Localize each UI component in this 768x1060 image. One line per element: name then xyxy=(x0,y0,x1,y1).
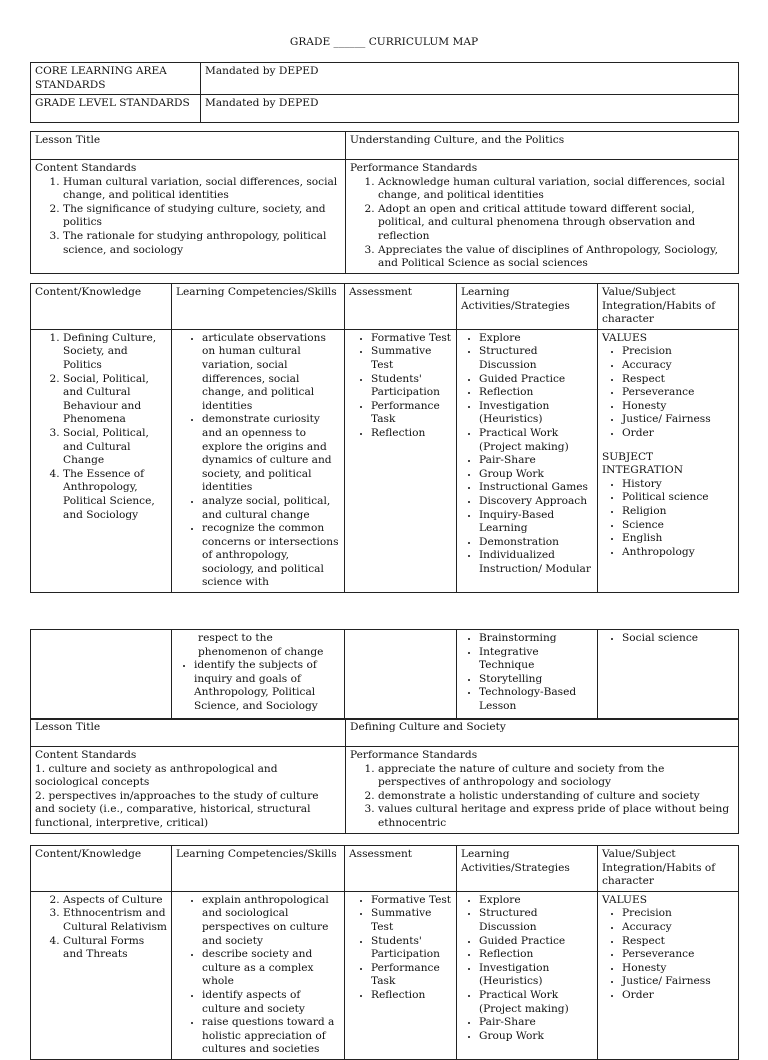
content-standard-item: 1. Human cultural variation, social differences, social change, and political identities xyxy=(63,176,341,203)
activity-item: • Demonstration xyxy=(479,536,593,550)
competency-item: • demonstrate curiosity and an openness to explore the origins and dynamics of culture and society, and political identities xyxy=(202,413,340,495)
assessment-item: • Performance Task xyxy=(371,962,452,989)
value-item: • Order xyxy=(622,989,734,1003)
activity-item: • Discovery Approach xyxy=(479,495,593,509)
competency-item: • articulate observations on human cultural variation, social differences, social change, and political identities xyxy=(202,332,340,414)
integration-item: • Science xyxy=(622,519,734,533)
value-item: • Order xyxy=(622,427,734,441)
competency-item: • analyze social, political, and cultural change xyxy=(202,495,340,522)
value-item: • Precision xyxy=(622,907,734,921)
document-title: GRADE ______ CURRICULUM MAP xyxy=(289,36,479,48)
assessment-list xyxy=(349,894,452,1003)
competency-grid-2 xyxy=(30,845,739,1060)
content-standards-cell xyxy=(31,160,346,274)
content-item: 2. Social, Political, and Cultural Behaviour and Phenomena xyxy=(63,373,167,427)
performance-standards-label: Performance Standards xyxy=(350,162,478,174)
col-header-assessment: Assessment xyxy=(345,284,457,330)
content-item: 2. Aspects of Culture xyxy=(63,894,167,908)
value-item: • Justice/ Fairness xyxy=(622,975,734,989)
competency-grid-1 xyxy=(30,283,739,593)
performance-standard-item: 2. demonstrate a holistic understanding of culture and society xyxy=(378,790,734,804)
integration-item: • Social science xyxy=(622,632,734,646)
value-item: • Accuracy xyxy=(622,921,734,935)
col-header-content: Content/Knowledge xyxy=(31,284,172,330)
activity-item: • Investigation (Heuristics) xyxy=(479,962,593,989)
activity-item: • Integrative Technique xyxy=(479,646,593,673)
content-list xyxy=(35,332,167,522)
lesson-title-label: Lesson Title xyxy=(31,132,346,160)
value-item: • Justice/ Fairness xyxy=(622,413,734,427)
competencies-list xyxy=(194,659,340,713)
grade-standards-value: Mandated by DEPED xyxy=(201,95,739,123)
content-standard-item: 2. The significance of studying culture, society, and politics xyxy=(63,203,341,230)
value-item: • Perseverance xyxy=(622,386,734,400)
activity-item: • Group Work xyxy=(479,468,593,482)
col-header-values: Value/Subject Integration/Habits of character xyxy=(598,284,739,330)
activity-item: • Structured Discussion xyxy=(479,907,593,934)
content-item: 1. Defining Culture, Society, and Politics xyxy=(63,332,167,373)
competencies-list xyxy=(176,332,340,590)
value-item: • Honesty xyxy=(622,962,734,976)
value-item: • Accuracy xyxy=(622,359,734,373)
performance-standards-cell xyxy=(346,160,739,274)
content-standards-cell xyxy=(31,747,346,834)
activity-item: • Reflection xyxy=(479,386,593,400)
content-standard-item: 3. The rationale for studying anthropology, political science, and sociology xyxy=(63,230,341,257)
core-standards-value: Mandated by DEPED xyxy=(201,63,739,95)
value-item: • Respect xyxy=(622,935,734,949)
values-heading: VALUES xyxy=(602,331,647,344)
activities-list xyxy=(461,632,593,714)
assessment-item: • Students' Participation xyxy=(371,935,452,962)
activity-item: • Storytelling xyxy=(479,673,593,687)
value-item: • Precision xyxy=(622,345,734,359)
values-list xyxy=(602,907,734,1002)
core-standards-label: CORE LEARNING AREA STANDARDS xyxy=(31,63,201,95)
performance-standards-cell xyxy=(346,747,739,834)
performance-standard-item: 1. appreciate the nature of culture and society from the perspectives of anthropology and sociology xyxy=(378,763,734,790)
performance-standards-label: Performance Standards xyxy=(350,749,478,761)
competency-item: • raise questions toward a holistic appreciation of cultures and societies xyxy=(202,1016,340,1057)
integration-item: • English xyxy=(622,532,734,546)
col-header-activities: Learning Activities/Strategies xyxy=(457,284,598,330)
continuation-table xyxy=(30,629,739,720)
assessment-item: • Formative Test xyxy=(371,894,452,908)
lesson1-table xyxy=(30,131,739,274)
performance-standards-list xyxy=(350,763,734,831)
value-item: • Honesty xyxy=(622,400,734,414)
content-standards-list xyxy=(35,176,341,258)
content-item: 3. Ethnocentrism and Cultural Relativism xyxy=(63,907,167,934)
subject-integration-list xyxy=(602,478,734,560)
value-item: • Perseverance xyxy=(622,948,734,962)
content-standards-label: Content Standards xyxy=(35,162,137,174)
activity-item: • Technology-Based Lesson xyxy=(479,686,593,713)
competency-item: • recognize the common concerns or intersections of anthropology, sociology, and political science with xyxy=(202,522,340,590)
assessment-item: • Summative Test xyxy=(371,907,452,934)
competency-item: • identify aspects of culture and society xyxy=(202,989,340,1016)
content-standard-item: 1. culture and society as anthropological and sociological concepts xyxy=(35,762,278,789)
col-header-assessment: Assessment xyxy=(345,846,457,892)
subject-integration-heading: SUBJECT INTEGRATION xyxy=(602,450,683,477)
assessment-list xyxy=(349,332,452,441)
performance-standard-item: 1. Acknowledge human cultural variation, social differences, social change, and political identities xyxy=(378,176,734,203)
integration-item: • Religion xyxy=(622,505,734,519)
standards-table xyxy=(30,62,739,123)
values-list xyxy=(602,345,734,440)
activity-item: • Group Work xyxy=(479,1030,593,1044)
competencies-list xyxy=(176,894,340,1057)
competency-item: • identify the subjects of inquiry and goals of Anthropology, Political Science, and Sociology xyxy=(194,659,340,713)
assessment-item: • Summative Test xyxy=(371,345,452,372)
assessment-item: • Performance Task xyxy=(371,400,452,427)
content-list xyxy=(35,894,167,962)
lesson2-table xyxy=(30,718,739,834)
subject-integration-list xyxy=(602,632,734,646)
activity-item: • Individualized Instruction/ Modular xyxy=(479,549,593,576)
activity-item: • Pair-Share xyxy=(479,1016,593,1030)
activity-item: • Investigation (Heuristics) xyxy=(479,400,593,427)
assessment-item: • Students' Participation xyxy=(371,373,452,400)
activity-item: • Inquiry-Based Learning xyxy=(479,509,593,536)
performance-standard-item: 2. Adopt an open and critical attitude toward different social, political, and cultural phenomena through observation and reflection xyxy=(378,203,734,244)
lesson-title-value: Defining Culture and Society xyxy=(346,719,739,747)
activity-item: • Practical Work (Project making) xyxy=(479,989,593,1016)
col-header-content: Content/Knowledge xyxy=(31,846,172,892)
activity-item: • Instructional Games xyxy=(479,481,593,495)
integration-item: • Anthropology xyxy=(622,546,734,560)
grade-standards-label: GRADE LEVEL STANDARDS xyxy=(31,95,201,123)
activity-item: • Practical Work (Project making) xyxy=(479,427,593,454)
assessment-item: • Formative Test xyxy=(371,332,452,346)
competency-continuation: respect to the phenomenon of change xyxy=(198,632,324,658)
content-item: 3. Social, Political, and Cultural Change xyxy=(63,427,167,468)
activities-list xyxy=(461,332,593,577)
activity-item: • Reflection xyxy=(479,948,593,962)
col-header-competencies: Learning Competencies/Skills xyxy=(172,846,345,892)
activity-item: • Explore xyxy=(479,332,593,346)
integration-item: • History xyxy=(622,478,734,492)
activity-item: • Guided Practice xyxy=(479,373,593,387)
assessment-item: • Reflection xyxy=(371,989,452,1003)
activities-list xyxy=(461,894,593,1044)
content-item: 4. The Essence of Anthropology, Political Science, and Sociology xyxy=(63,468,167,522)
lesson-title-value: Understanding Culture, and the Politics xyxy=(346,132,739,160)
content-item: 4. Cultural Forms and Threats xyxy=(63,935,167,962)
lesson-title-label: Lesson Title xyxy=(31,719,346,747)
activity-item: • Guided Practice xyxy=(479,935,593,949)
values-heading: VALUES xyxy=(602,893,647,906)
integration-item: • Political science xyxy=(622,491,734,505)
performance-standard-item: 3. Appreciates the value of disciplines of Anthropology, Sociology, and Political Science as social sciences xyxy=(378,244,734,271)
competency-item: • explain anthropological and sociological perspectives on culture and society xyxy=(202,894,340,948)
performance-standard-item: 3. values cultural heritage and express pride of place without being ethnocentric xyxy=(378,803,734,830)
activity-item: • Brainstorming xyxy=(479,632,593,646)
assessment-item: • Reflection xyxy=(371,427,452,441)
performance-standards-list xyxy=(350,176,734,271)
value-item: • Respect xyxy=(622,373,734,387)
col-header-values: Value/Subject Integration/Habits of character xyxy=(598,846,739,892)
content-standard-item: 2. perspectives in/approaches to the study of culture and society (i.e., comparative, historical, structural functional, interpretive, critical) xyxy=(35,789,319,829)
content-standards-label: Content Standards xyxy=(35,749,137,761)
activity-item: • Explore xyxy=(479,894,593,908)
col-header-activities: Learning Activities/Strategies xyxy=(457,846,598,892)
col-header-competencies: Learning Competencies/Skills xyxy=(172,284,345,330)
activity-item: • Pair-Share xyxy=(479,454,593,468)
competency-item: • describe society and culture as a complex whole xyxy=(202,948,340,989)
activity-item: • Structured Discussion xyxy=(479,345,593,372)
